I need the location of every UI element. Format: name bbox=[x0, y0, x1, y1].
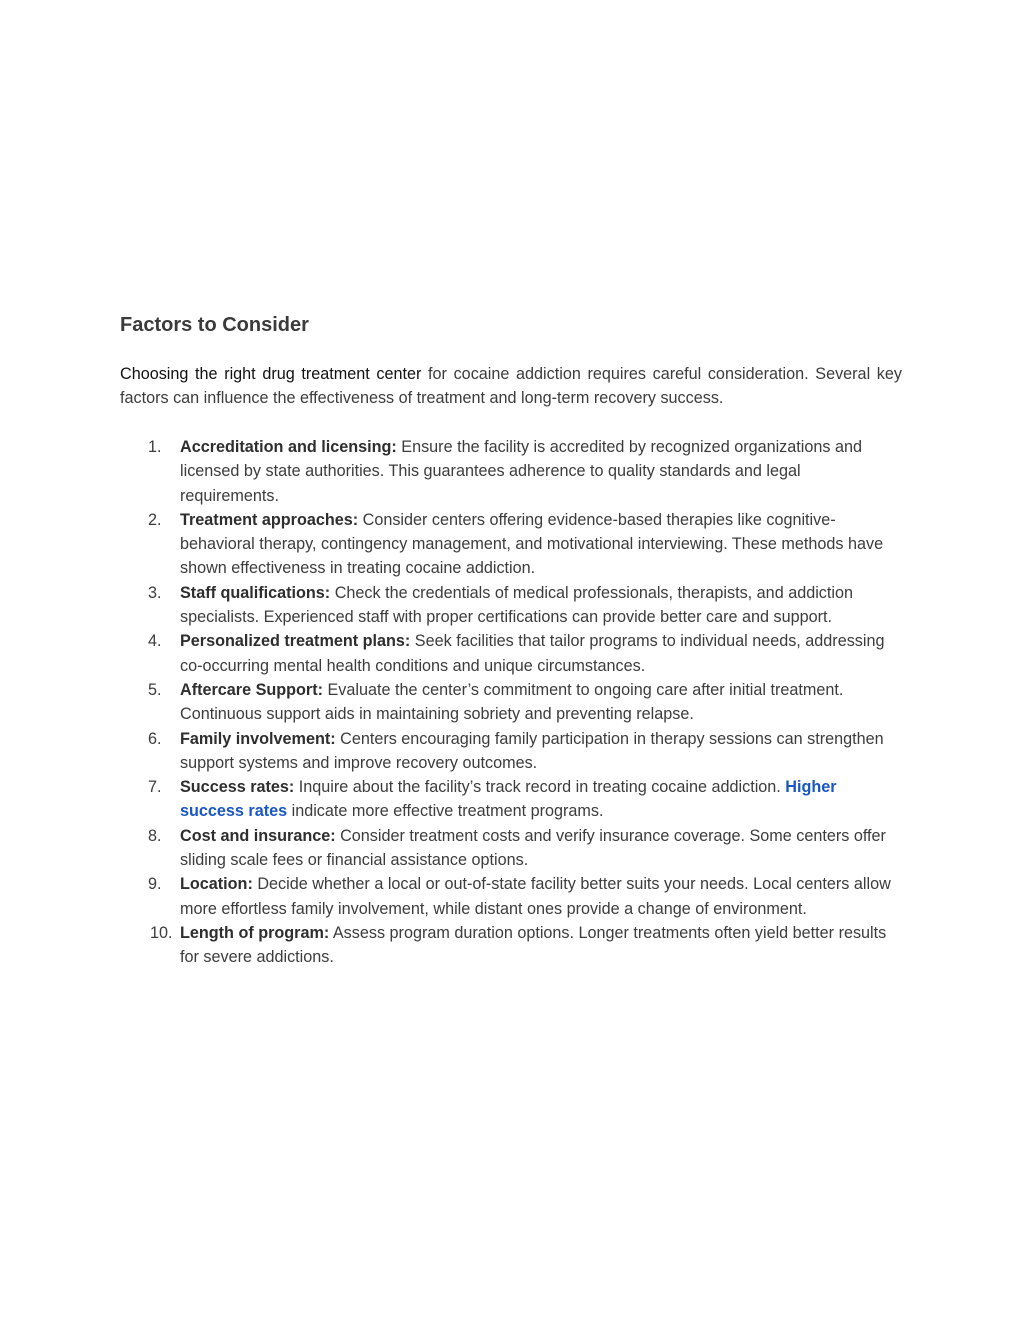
list-number: 2. bbox=[148, 510, 162, 529]
factor-term: Length of program: bbox=[180, 923, 330, 942]
list-number: 10. bbox=[150, 923, 173, 942]
list-item bbox=[120, 775, 902, 824]
factor-term: Cost and insurance: bbox=[180, 826, 336, 845]
factor-text: Ensure the facility is accredited by recognized organizations and licensed by state authorities. This guarantees adherence to quality standards and legal requirements. bbox=[180, 438, 862, 505]
factor-text: Decide whether a local or out-of-state facility better suits your needs. Local centers allow more effortless family involvement, while distant ones provide a change of environment. bbox=[180, 875, 891, 918]
factor-term: Family involvement: bbox=[180, 729, 336, 748]
factor-term: Location: bbox=[180, 875, 253, 894]
list-item bbox=[120, 508, 902, 581]
list-number: 6. bbox=[148, 729, 162, 748]
factor-text: Assess program duration options. Longer treatments often yield better results for severe addictions. bbox=[180, 923, 887, 967]
factor-term: Personalized treatment plans: bbox=[180, 632, 411, 651]
success-rates-link[interactable]: Higher success rates bbox=[180, 778, 837, 821]
list-item bbox=[120, 678, 902, 727]
section-heading: Factors to Consider bbox=[120, 314, 309, 336]
factor-text: Seek facilities that tailor programs to individual needs, addressing co-occurring mental health conditions and unique circumstances. bbox=[180, 632, 885, 675]
factor-text-after-link: indicate more effective treatment programs. bbox=[287, 802, 604, 821]
list-item bbox=[120, 435, 902, 508]
factor-text: Consider treatment costs and verify insurance coverage. Some centers offer sliding scale fees or financial assistance options. bbox=[180, 826, 886, 870]
list-item bbox=[120, 872, 902, 921]
factor-text: Inquire about the facility’s track record in treating cocaine addiction. bbox=[294, 778, 786, 797]
factor-text: Consider centers offering evidence-based therapies like cognitive-behavioral therapy, contingency management, and motivational interviewing. These methods have shown effectiveness in treating cocaine addiction. bbox=[180, 510, 884, 578]
factor-text: Evaluate the center’s commitment to ongoing care after initial treatment. Continuous support aids in maintaining sobriety and preventing relapse. bbox=[180, 680, 844, 724]
factor-text: Check the credentials of medical professionals, therapists, and addiction specialists. Experienced staff with proper certifications can provide better care and support. bbox=[180, 583, 853, 627]
list-number: 7. bbox=[148, 778, 162, 797]
list-item bbox=[120, 921, 902, 970]
list-item bbox=[120, 581, 902, 630]
factor-term: Success rates: bbox=[180, 778, 295, 797]
list-item bbox=[120, 629, 902, 678]
factor-term: Aftercare Support: bbox=[180, 680, 324, 699]
factor-term: Staff qualifications: bbox=[180, 583, 331, 602]
intro-text: for cocaine addiction requires careful consideration. Several key factors can influence the effectiveness of treatment and long-term recovery success. bbox=[120, 365, 902, 408]
list-item bbox=[120, 727, 902, 776]
intro-paragraph bbox=[120, 362, 902, 411]
factors-list bbox=[120, 435, 902, 970]
list-number: 8. bbox=[148, 826, 162, 845]
list-number: 5. bbox=[148, 680, 162, 699]
factor-term: Accreditation and licensing: bbox=[180, 438, 397, 456]
factor-text: Centers encouraging family participation in therapy sessions can strengthen support systems and improve recovery outcomes. bbox=[180, 729, 884, 772]
list-item bbox=[120, 824, 902, 873]
treatment-center-link[interactable]: Choosing the right drug treatment center bbox=[120, 365, 422, 383]
list-number: 1. bbox=[148, 438, 162, 456]
list-number: 4. bbox=[148, 632, 162, 651]
list-number: 3. bbox=[148, 583, 162, 602]
factor-term: Treatment approaches: bbox=[180, 510, 359, 529]
list-number: 9. bbox=[148, 875, 162, 894]
